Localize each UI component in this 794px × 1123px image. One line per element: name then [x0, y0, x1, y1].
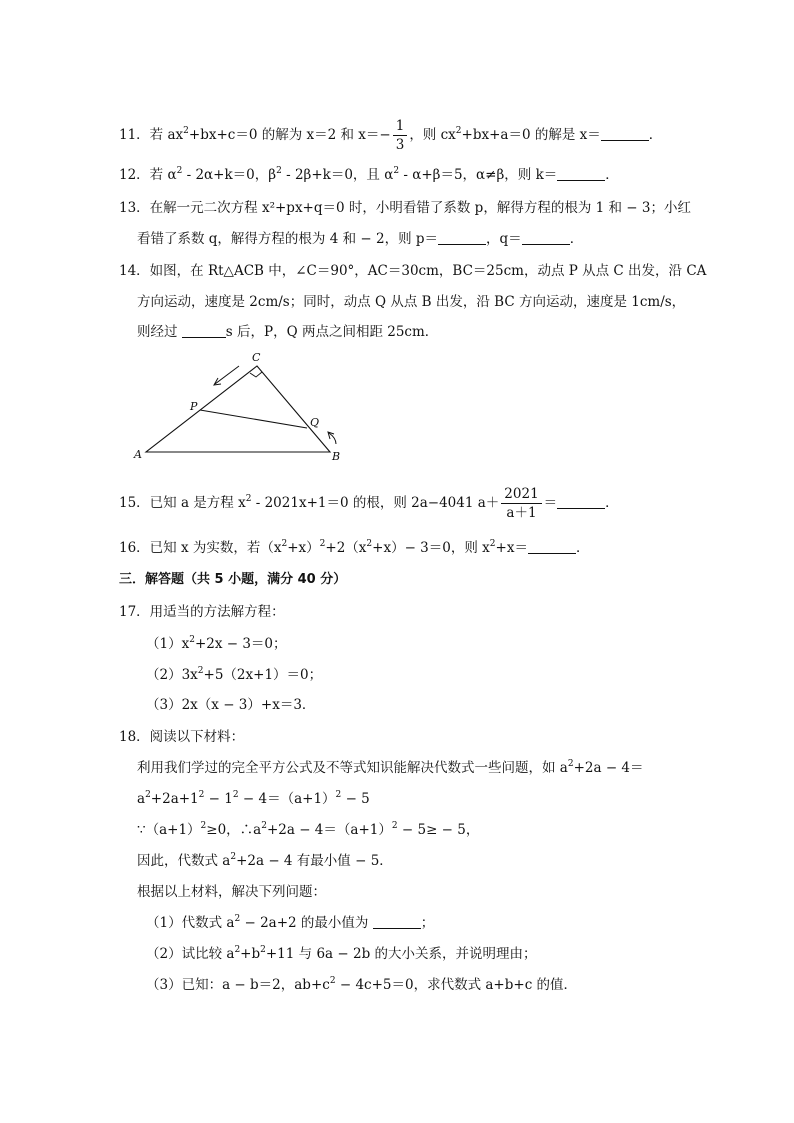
label-b: B: [332, 450, 341, 463]
question-18-line3: $\because(a+1)^2\ge 0$，$\therefore a^2+2a - 4=(a+1)^2 - 5\ge - 5$，: [137, 821, 480, 838]
question-17-part3: （3）2x（x − 3）+x＝3．: [146, 697, 316, 713]
question-18-line1: 利用我们学过的完全平方公式及不等式知识能解决代数式一些问题，如 $a^2+2a - 4=$: [137, 759, 644, 776]
section-3-heading: 三．解答题（共 5 小题，满分 40 分）: [119, 572, 347, 587]
answer-blank-q[interactable]: [522, 232, 570, 245]
right-angle-mark: [250, 372, 262, 377]
fraction-one-third: $\frac{1}{3}$: [393, 117, 408, 154]
question-16: 16．已知 x 为实数，若$(x^2+x)^2+2(x^2+x)- 3=0$，则 $x^2+x=$ ．: [119, 539, 590, 556]
arrow-ca-direction: [215, 366, 239, 384]
question-18-title: 18．阅读以下材料：: [119, 729, 245, 745]
question-17-part2: $(2)3x^2+5(2x+1)=0$；: [146, 666, 323, 683]
question-17-title: 17．用适当的方法解方程：: [119, 604, 285, 620]
question-18-part1: （1）代数式 $a^2 - 2a+2$ 的最小值为 ；: [146, 914, 435, 931]
question-18-part2: （2）试比较 $a^2+b^2+11$ 与 6a − 2b 的大小关系，并说明理由；: [146, 945, 537, 962]
question-11: 11．若 $ax^2+bx+c=0$ 的解为 x＝2 和 x＝− $\frac{1}{3}$ ，则 $cx^2+bx+a=0$ 的解是 x＝ ．: [119, 118, 663, 153]
segment-pq: [200, 410, 307, 428]
question-17-part1: $(1)x^2+2x - 3=0$；: [146, 635, 287, 652]
question-18-line4: 因此，代数式 $a^2+2a - 4$ 有最小值 − 5．: [137, 852, 393, 869]
answer-blank[interactable]: [182, 325, 226, 338]
question-18-line2: $a^2+2a+1^2 - 1^2 - 4=(a+1)^2 - 5$: [137, 790, 370, 807]
triangle-acb: [146, 366, 330, 452]
question-13-line1: 13．在解一元二次方程 x²+px+q＝0 时，小明看错了系数 p，解得方程的根为 1 和 − 3；小红: [119, 200, 691, 216]
answer-blank[interactable]: [557, 496, 605, 509]
triangle-figure: [132, 348, 352, 466]
answer-blank[interactable]: [528, 541, 576, 554]
label-c: C: [252, 351, 261, 364]
question-18-part3: （3）已知：a − b＝2，$ab+c^2 - 4c+5=0$，求代数式 a+b+c 的值．: [146, 976, 578, 993]
answer-blank[interactable]: [373, 916, 421, 929]
label-a: A: [134, 448, 142, 461]
label-q: Q: [310, 416, 320, 429]
question-12: 12．若 $\alpha^2 - 2\alpha+k=0$，$\beta^2 - 2\beta+k=0$，且 $\alpha^2 - \alpha+\beta=5$，α≠β，则 k＝ ．: [119, 166, 619, 183]
arrow-head: [328, 432, 334, 439]
label-p: P: [190, 400, 198, 413]
answer-blank-p[interactable]: [438, 232, 486, 245]
question-13-line2: 看错了系数 q，解得方程的根为 4 和 − 2，则 p＝ ，q＝ ．: [137, 231, 584, 247]
question-14-line1: 14．如图，在 Rt△ACB 中，∠C＝90°，AC＝30cm，BC＝25cm，动点 P 从点 C 出发，沿 CA: [119, 263, 707, 279]
question-15: 15．已知 a 是方程 $x^2 - 2021x+1=0$ 的根，则 2a−4041 a＋ $\frac{2021}{a+1}$ ＝ ．: [119, 486, 619, 521]
question-14-line2: 方向运动，速度是 2cm/s；同时，动点 Q 从点 B 出发，沿 BC 方向运动，速度是 1cm/s，: [137, 294, 686, 310]
question-14-line3: 则经过 s 后，P，Q 两点之间相距 25cm．: [137, 324, 439, 340]
answer-blank[interactable]: [557, 168, 605, 181]
question-18-line5: 根据以上材料，解决下列问题：: [137, 884, 326, 900]
answer-blank[interactable]: [601, 128, 649, 141]
fraction-2021-over-a-plus-1: $\frac{2021}{a+1}$: [501, 485, 541, 522]
